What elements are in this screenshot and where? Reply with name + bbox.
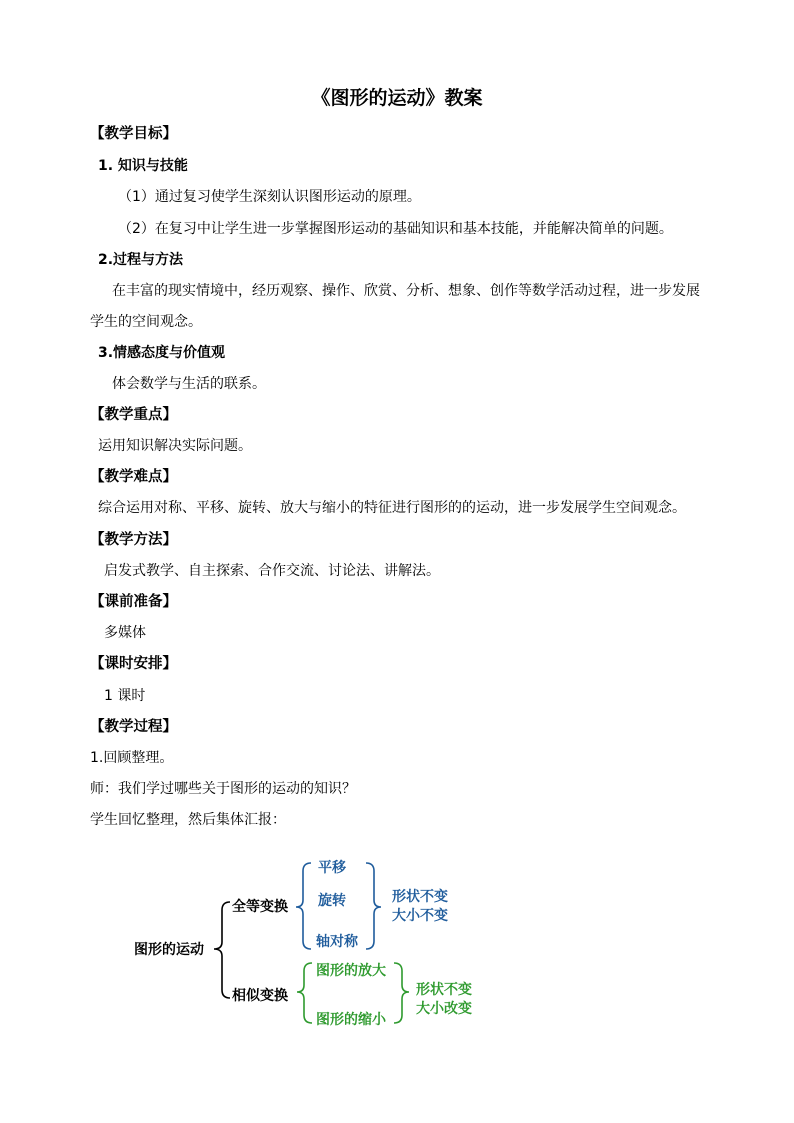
schedule-heading: 【课时安排】	[90, 656, 177, 672]
congruent-item-rotation: 旋转	[318, 893, 346, 909]
emotion-text: 体会数学与生活的联系。	[112, 376, 266, 392]
congruent-transform-label: 全等变换	[232, 899, 288, 915]
knowledge-item-2: （2）在复习中让学生进一步掌握图形运动的基础知识和基本技能，并能解决简单的问题。	[118, 221, 673, 237]
diagram-root-label: 图形的运动	[134, 942, 204, 958]
emotion-values-title: 3.情感态度与价值观	[98, 345, 226, 361]
congruent-property-shape: 形状不变	[392, 889, 448, 905]
objectives-heading: 【教学目标】	[90, 126, 177, 142]
procedure-heading: 【教学过程】	[90, 719, 177, 735]
difficulties-heading: 【教学难点】	[90, 469, 177, 485]
methods-text: 启发式教学、自主探索、合作交流、讨论法、讲解法。	[104, 563, 440, 579]
congruent-left-brace	[296, 863, 311, 949]
schedule-text: 1 课时	[104, 688, 146, 704]
similar-right-brace	[394, 963, 409, 1023]
similar-item-shrink: 图形的缩小	[316, 1012, 386, 1028]
knowledge-skills-title: 1. 知识与技能	[98, 158, 188, 174]
root-brace	[214, 902, 230, 998]
similar-property-size: 大小改变	[416, 1001, 472, 1017]
similar-item-enlarge: 图形的放大	[316, 963, 386, 979]
process-text-line-2: 学生的空间观念。	[90, 314, 202, 330]
congruent-item-axial-symmetry: 轴对称	[316, 934, 358, 950]
preparation-heading: 【课前准备】	[90, 594, 177, 610]
similar-property-shape: 形状不变	[416, 982, 472, 998]
students-report: 学生回忆整理，然后集体汇报：	[90, 812, 286, 828]
similar-transform-label: 相似变换	[232, 988, 288, 1004]
congruent-right-brace	[366, 863, 381, 949]
preparation-text: 多媒体	[104, 625, 146, 641]
page-title: 《图形的运动》教案	[311, 87, 483, 109]
teacher-question: 师：我们学过哪些关于图形的运动的知识？	[90, 781, 356, 797]
key-points-text: 运用知识解决实际问题。	[98, 438, 252, 454]
difficulties-text: 综合运用对称、平移、旋转、放大与缩小的特征进行图形的的运动，进一步发展学生空间观念。	[98, 500, 686, 516]
process-methods-title: 2.过程与方法	[98, 252, 184, 268]
similar-left-brace	[297, 963, 312, 1023]
key-points-heading: 【教学重点】	[90, 407, 177, 423]
process-text-line-1: 在丰富的现实情境中，经历观察、操作、欣赏、分析、想象、创作等数学活动过程，进一步发展	[112, 283, 700, 299]
congruent-item-translation: 平移	[318, 860, 346, 876]
knowledge-item-1: （1）通过复习使学生深刻认识图形运动的原理。	[118, 189, 421, 205]
procedure-step-1: 1.回顾整理。	[90, 750, 174, 766]
methods-heading: 【教学方法】	[90, 532, 177, 548]
congruent-property-size: 大小不变	[392, 908, 448, 924]
